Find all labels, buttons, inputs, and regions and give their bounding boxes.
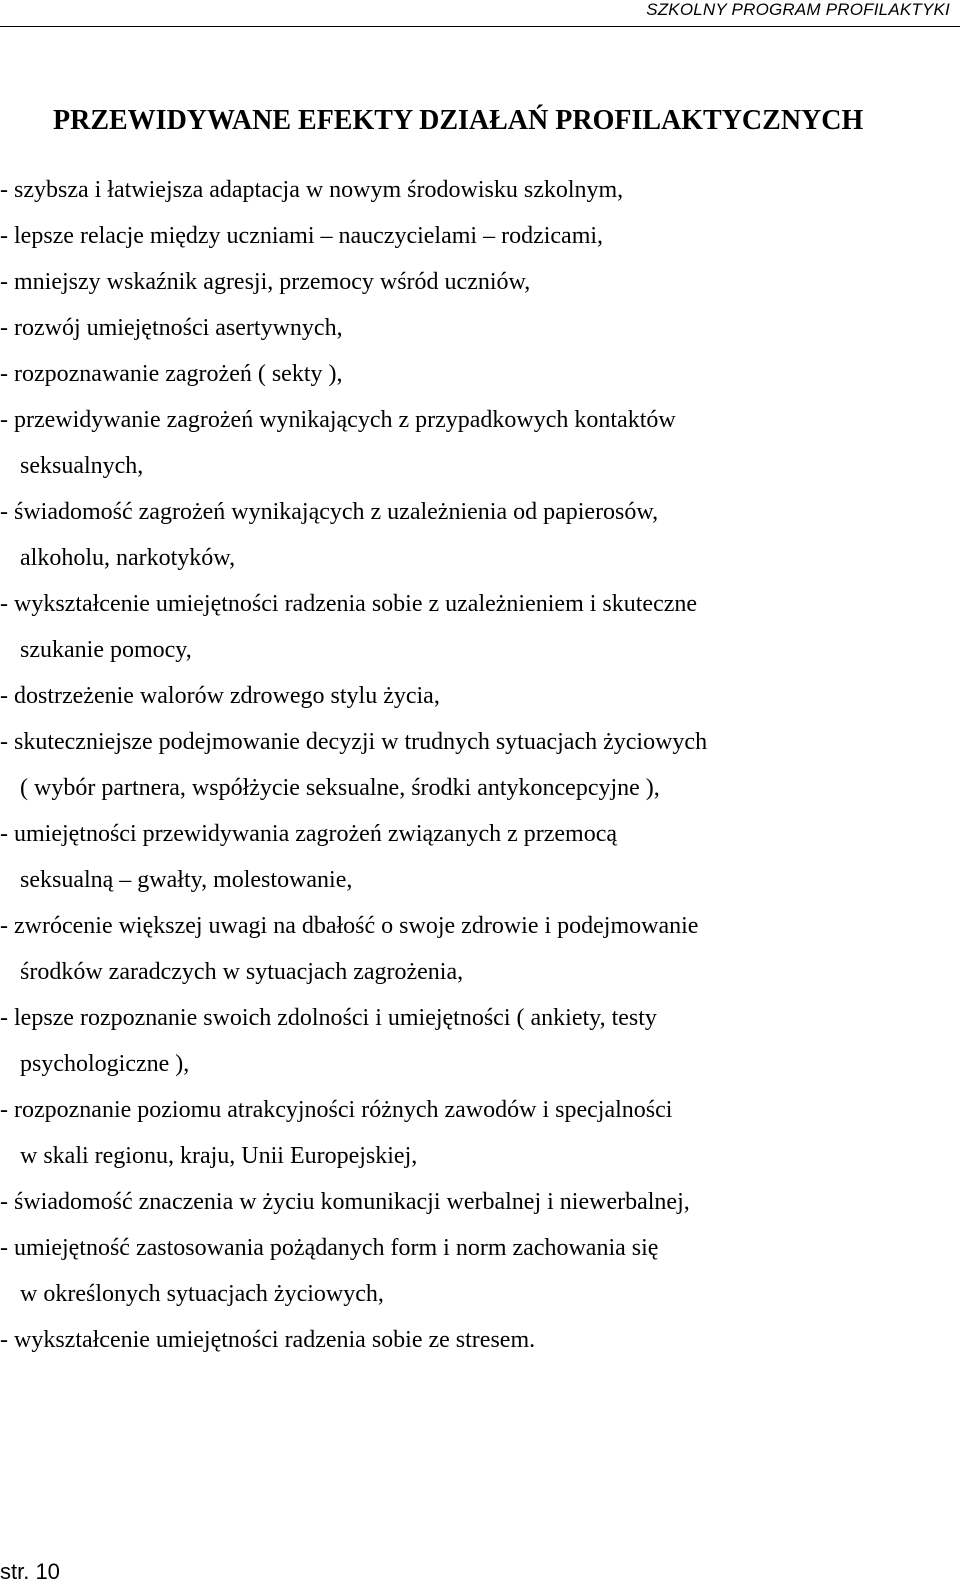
effect-item [0,397,950,489]
effect-item-continuation: psychologiczne ), [20,1051,190,1077]
effect-item-text: - lepsze rozpoznanie swoich zdolności i umiejętności ( ankiety, testy [0,1005,657,1031]
running-header-title: SZKOLNY PROGRAM PROFILAKTYKI [646,0,950,19]
effect-item [0,811,950,903]
effect-item-continuation: ( wybór partnera, współżycie seksualne, środki antykoncepcyjne ), [20,775,660,801]
effect-item-continuation: seksualnych, [20,453,144,479]
effect-item-text: - świadomość znaczenia w życiu komunikacji werbalnej i niewerbalnej, [0,1189,690,1215]
effect-item [0,719,950,811]
effect-item [0,167,950,213]
effect-item-text: - umiejętności przewidywania zagrożeń związanych z przemocą [0,821,618,847]
effect-item-text: - rozpoznanie poziomu atrakcyjności różnych zawodów i specjalności [0,1097,673,1123]
effect-item [0,995,950,1087]
effect-item [0,1179,950,1225]
effect-item-text: - szybsza i łatwiejsza adaptacja w nowym środowisku szkolnym, [0,177,624,203]
effect-item-text: - rozwój umiejętności asertywnych, [0,315,343,341]
header-rule [0,26,960,27]
effect-item-text: - mniejszy wskaźnik agresji, przemocy wśród uczniów, [0,269,531,295]
effect-item [0,1087,950,1179]
effect-item [0,903,950,995]
section-title: PRZEWIDYWANE EFEKTY DZIAŁAŃ PROFILAKTYCZNYCH [53,105,864,136]
effect-item-text: - rozpoznawanie zagrożeń ( sekty ), [0,361,343,387]
effect-item-text: - zwrócenie większej uwagi na dbałość o swoje zdrowie i podejmowanie [0,913,699,939]
effect-item-continuation: w określonych sytuacjach życiowych, [20,1281,384,1307]
effect-item-text: - umiejętność zastosowania pożądanych form i norm zachowania się [0,1235,659,1261]
effect-item-text: - przewidywanie zagrożeń wynikających z przypadkowych kontaktów [0,407,676,433]
effect-item [0,1225,950,1317]
effect-item-text: - wykształcenie umiejętności radzenia sobie z uzależnieniem i skuteczne [0,591,698,617]
effect-item-text: - wykształcenie umiejętności radzenia sobie ze stresem. [0,1327,536,1353]
effect-item [0,673,950,719]
page-number: str. 10 [0,1559,60,1584]
effect-item-continuation: szukanie pomocy, [20,637,192,663]
effect-item-text: - świadomość zagrożeń wynikających z uzależnienia od papierosów, [0,499,659,525]
effect-item-continuation: w skali regionu, kraju, Unii Europejskiej, [20,1143,418,1169]
effect-item [0,489,950,581]
effect-item-continuation: alkoholu, narkotyków, [20,545,236,571]
effect-item [0,581,950,673]
effect-item [0,351,950,397]
effect-item-text: - skuteczniejsze podejmowanie decyzji w trudnych sytuacjach życiowych [0,729,708,755]
effect-item [0,213,950,259]
effect-item [0,305,950,351]
effect-item-text: - lepsze relacje między uczniami – nauczycielami – rodzicami, [0,223,604,249]
effect-item-text: - dostrzeżenie walorów zdrowego stylu życia, [0,683,440,709]
effect-item [0,1317,950,1363]
effect-item [0,259,950,305]
effect-item-continuation: środków zaradczych w sytuacjach zagrożenia, [20,959,464,985]
effects-list [0,167,950,1363]
effect-item-continuation: seksualną – gwałty, molestowanie, [20,867,353,893]
